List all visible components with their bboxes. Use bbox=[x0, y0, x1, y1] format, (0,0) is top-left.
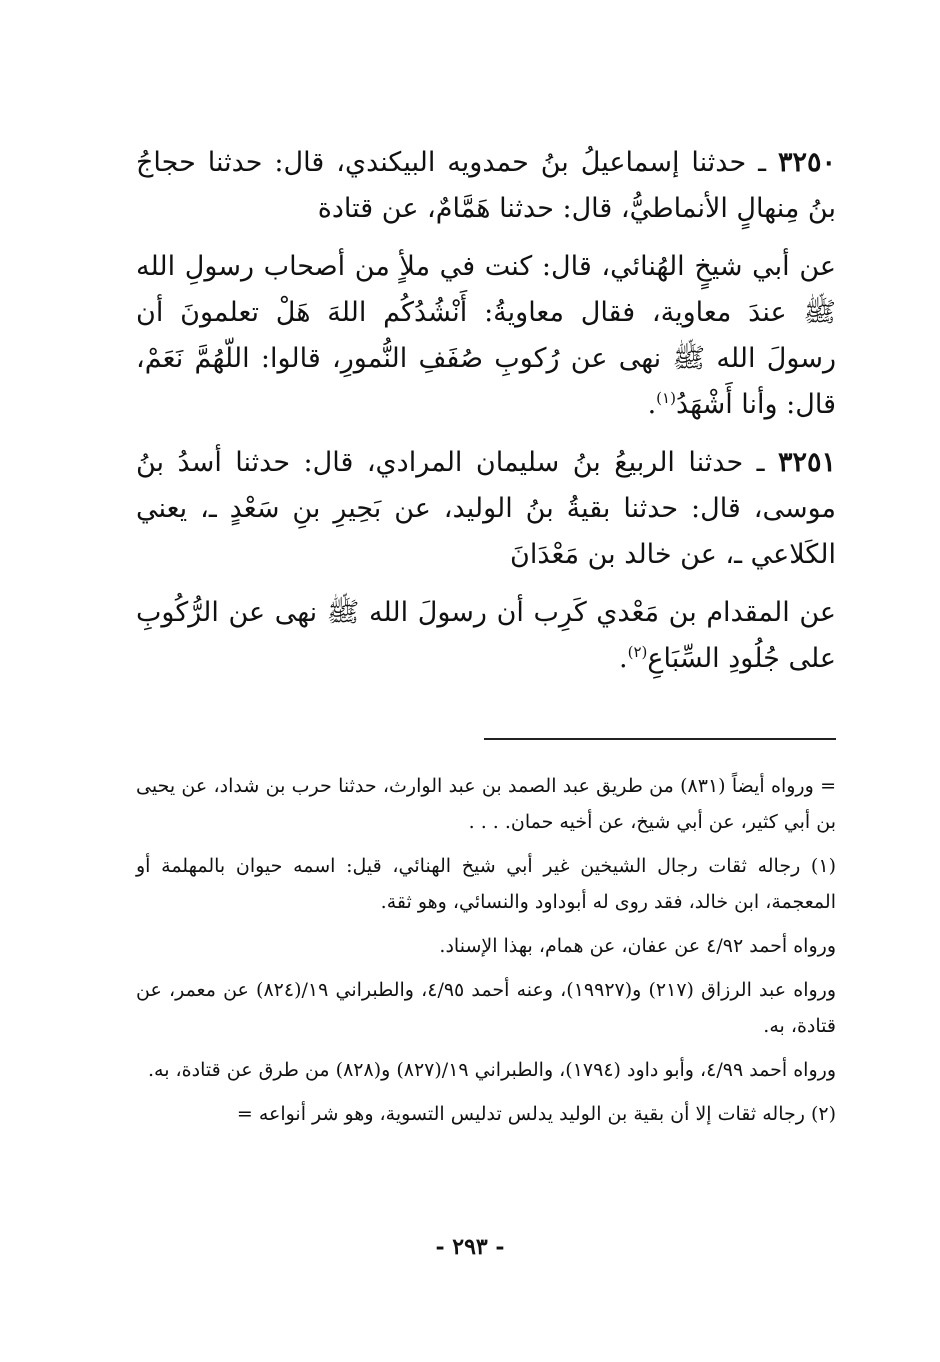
isnad-text: ـ حدثنا إسماعيلُ بنُ حمدويه البيكندي، قال: حدثنا حجاجُ بنُ مِنهالٍ الأنماطيُّ، قال: حدثنا هَمَّامٌ، عن قتادة bbox=[136, 147, 836, 224]
footnote-ref: (٢) bbox=[627, 643, 648, 661]
sentence-end: . bbox=[619, 643, 628, 674]
footnote-paragraph: (٢) رجاله ثقات إلا أن بقية بن الوليد يدلس تدليس التسوية، وهو شر أنواعه = bbox=[236, 1103, 836, 1125]
hadith-number: ٣٢٥١ bbox=[777, 447, 836, 478]
hadith-3251-isnad bbox=[136, 440, 836, 578]
page-number: - ٢٩٣ - bbox=[435, 1234, 505, 1260]
main-text bbox=[136, 140, 836, 682]
hadith-3250-isnad bbox=[136, 140, 836, 232]
isnad-text: ـ حدثنا الربيعُ بنُ سليمان المرادي، قال: حدثنا أسدُ بنُ موسى، قال: حدثنا بقيةُ بنُ الوليد، عن بَحِيرِ بنِ سَعْدٍ ـ، يعني الكَلاعي ـ، عن خالد بن مَعْدَانَ bbox=[136, 447, 836, 570]
sentence-end: . bbox=[647, 389, 657, 420]
hadith-number: ٣٢٥٠ bbox=[778, 147, 837, 178]
hadith-3250-matn bbox=[136, 244, 836, 428]
footnote-ref: (١) bbox=[656, 389, 676, 407]
footnote-paragraph: ورواه أحمد ٤/٩٩، وأبو داود (١٧٩٤)، والطبراني ١٩/(٨٢٧) و(٨٢٨) من طرق عن قتادة، به. bbox=[148, 1059, 836, 1081]
hadith-3251-matn bbox=[136, 590, 836, 682]
footnote-divider bbox=[484, 738, 836, 740]
footnote-paragraph: (١) رجاله ثقات رجال الشيخين غير أبي شيخ الهنائي، قيل: اسمه حيوان بالمهلمة أو المعجمة، ابن خالد، فقد روى له أبوداود والنسائي، وهو ثقة. bbox=[136, 855, 836, 913]
footnotes bbox=[136, 768, 836, 1140]
footnote-paragraph: ورواه عبد الرزاق (٢١٧) و(١٩٩٢٧)، وعنه أحمد ٤/٩٥، والطبراني ١٩/(٨٢٤) عن معمر، عن قتادة، به. bbox=[136, 979, 836, 1037]
matn-text: عن أبي شيخٍ الهُنائي، قال: كنت في ملأٍ من أصحاب رسولِ الله ﷺ عندَ معاوية، فقال معاويةُ: أَنْشُدُكُم اللهَ هَلْ تعلمونَ أن رسولَ الله ﷺ نهى عن رُكوبِ صُفَفِ النُّمورِ، قالوا: اللّهُمَّ نَعَمْ، قال: وأنا أَشْهَدُ bbox=[136, 251, 836, 420]
footnote-paragraph: ورواه أحمد ٤/٩٢ عن عفان، عن همام، بهذا الإسناد. bbox=[439, 935, 836, 957]
matn-text: عن المقدام بن مَعْدي كَرِب أن رسولَ الله ﷺ نهى عن الرُّكُوبِ على جُلُودِ السِّبَاعِ bbox=[136, 597, 836, 674]
footnote-paragraph: = ورواه أيضاً (٨٣١) من طريق عبد الصمد بن عبد الوارث، حدثنا حرب بن شداد، عن يحيى بن أبي كثير، عن أبي شيخ، عن أخيه حمان. . . . bbox=[136, 775, 836, 833]
